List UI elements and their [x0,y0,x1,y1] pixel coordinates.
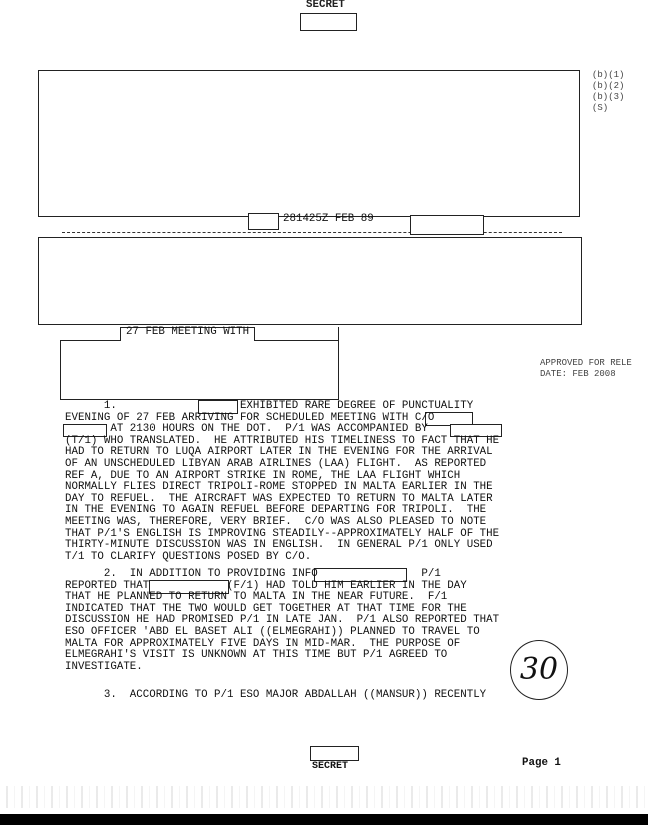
redaction-dtg-left [248,213,279,230]
redaction-subject-right [254,327,339,341]
text-line: ELMEGRAHI'S VISIT IS UNKNOWN AT THIS TIME BUT P/1 AGREED TO [65,649,448,662]
exemption-code: (S) [592,103,609,113]
approved-for-release: APPROVED FOR RELE [540,358,632,368]
text-line: OF AN UNSCHEDULED LIBYAN ARAB AIRLINES (LAA) FLIGHT. AS REPORTED [65,458,487,470]
text-line: MALTA FOR APPROXIMATELY FIVE DAYS IN MID-MAR. THE PURPOSE OF [65,637,461,650]
text-line: MEETING WAS, THEREFORE, VERY BRIEF. C/O WAS ALSO PLEASED TO NOTE [65,516,487,528]
text-line: 1. EXHIBITED RARE DEGREE OF PUNCTUALITY [65,400,474,412]
redaction-block-2 [38,237,582,325]
text-line: AT 2130 HOURS ON THE DOT. P/1 WAS ACCOMPANIED BY [65,423,428,436]
exemption-code: (b)(1) [592,70,625,80]
text-line: DISCUSSION HE HAD PROMISED P/1 IN LATE JAN. P/1 ALSO REPORTED THAT [65,614,500,627]
text-line: NORMALLY FLIES DIRECT TRIPOLI-ROME STOPPED IN MALTA EARLIER IN THE [65,481,493,494]
text-line: ESO OFFICER 'ABD EL BASET ALI ((ELMEGRAHI)) PLANNED TO TRAVEL TO [65,626,480,638]
text-line: THAT HE PLANNED TO RETURN TO MALTA IN THE NEAR FUTURE. F/1 [65,591,448,604]
date-time-group: 281425Z FEB 89 [283,213,374,225]
text-line: REPORTED THAT (F/1) HAD TOLD HIM EARLIER IN THE DAY [65,579,467,592]
text-line: DAY TO REFUEL. THE AIRCRAFT WAS EXPECTED TO RETURN TO MALTA LATER [65,492,493,505]
exemption-code: (b)(3) [592,92,625,102]
text-line: INVESTIGATE. [65,660,143,673]
text-line: REF A, DUE TO AN AIRPORT STRIKE IN ROME, THE LAA FLIGHT WHICH [65,469,461,482]
redaction-dtg-right [410,215,484,235]
text-line: (T/1) WHO TRANSLATED. HE ATTRIBUTED HIS TIMELINESS TO FACT THAT HE [65,434,500,447]
redaction-header-block [38,70,580,217]
exemption-codes [592,70,624,114]
text-line: 2. IN ADDITION TO PROVIDING INFO P/1 [65,568,441,580]
text-line: THIRTY-MINUTE DISCUSSION WAS IN ENGLISH. IN GENERAL P/1 ONLY USED [65,539,493,552]
text-line: HAD TO RETURN TO LUQA AIRPORT LATER IN THE EVENING FOR THE ARRIVAL [65,446,493,459]
page-number: Page 1 [522,757,561,769]
scan-edge [0,814,648,825]
text-line: 3. ACCORDING TO P/1 ESO MAJOR ABDALLAH ((MANSUR)) RECENTLY [65,689,487,701]
redaction-subject-inner [60,327,121,341]
classification-footer: SECRET [312,761,349,772]
text-line: INDICATED THAT THE TWO WOULD GET TOGETHER AT THAT TIME FOR THE [65,602,467,615]
text-line: EVENING OF 27 FEB ARRIVING FOR SCHEDULED MEETING WITH C/O [65,411,435,424]
handwritten-number: 30 [510,640,568,700]
exemption-code: (b)(2) [592,81,625,91]
divider [62,232,562,233]
scan-noise [0,786,648,808]
approval-date: DATE: FEB 2008 [540,369,616,379]
subject-heading: 27 FEB MEETING WITH [126,326,250,338]
text-line: IN THE EVENING TO AGAIN REFUEL BEFORE DEPARTING FOR TRIPOLI. THE [65,504,487,517]
text-line: T/1 TO CLARIFY QUESTIONS POSED BY C/O. [65,550,312,563]
redaction-footer [310,746,359,761]
text-line: THAT P/1'S ENGLISH IS IMPROVING STEADILY--APPROXIMATELY HALF OF THE [65,527,500,540]
redaction-top [300,13,357,31]
classification-top: SECRET [306,0,345,11]
